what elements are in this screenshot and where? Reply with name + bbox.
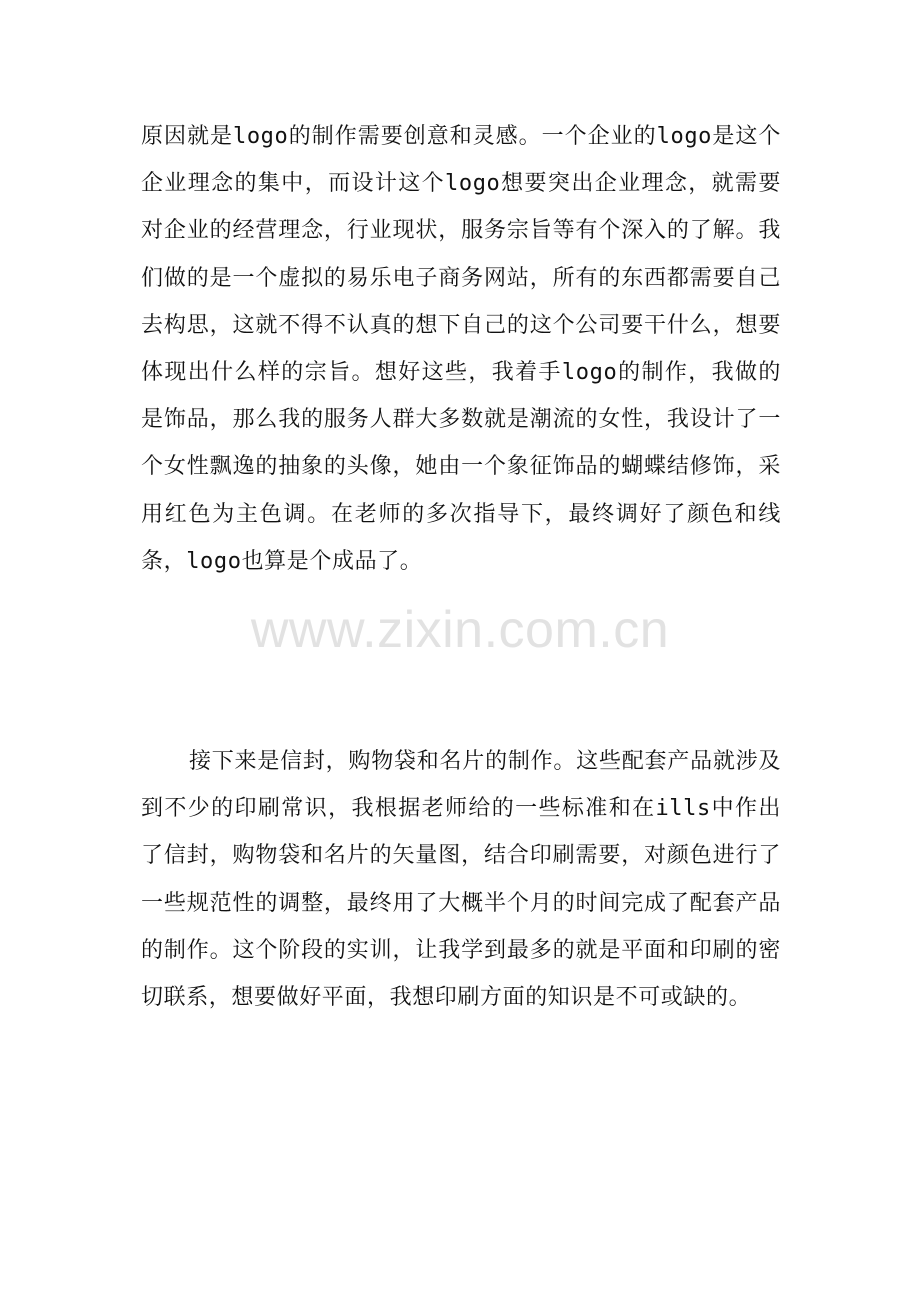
- body-paragraph-2: 接下来是信封，购物袋和名片的制作。这些配套产品就涉及到不少的印刷常识，我根据老师给的一些标准和在ills中作出了信封，购物袋和名片的矢量图，结合印刷需要，对颜色进行了一些规范性的调整，最终用了大概半个月的时间完成了配套产品的制作。这个阶段的实训，让我学到最多的就是平面和印刷的密切联系，想要做好平面，我想印刷方面的知识是不可或缺的。: [141, 749, 781, 1011]
- watermark-text: www.zixin.com.cn: [250, 601, 670, 659]
- body-paragraph-1: 原因就是logo的制作需要创意和灵感。一个企业的logo是这个企业理念的集中，而设计这个logo想要突出企业理念，就需要对企业的经营理念，行业现状，服务宗旨等有个深入的了解。我们做的是一个虚拟的易乐电子商务网站，所有的东西都需要自己去构思，这就不得不认真的想下自己的这个公司要干什么，想要体现出什么样的宗旨。想好这些，我着手logo的制作，我做的是饰品，那么我的服务人群大多数就是潮流的女性，我设计了一个女性飘逸的抽象的头像，她由一个象征饰品的蝴蝶结修饰，采用红色为主色调。在老师的多次指导下，最终调好了颜色和线条，logo也算是个成品了。: [141, 124, 781, 574]
